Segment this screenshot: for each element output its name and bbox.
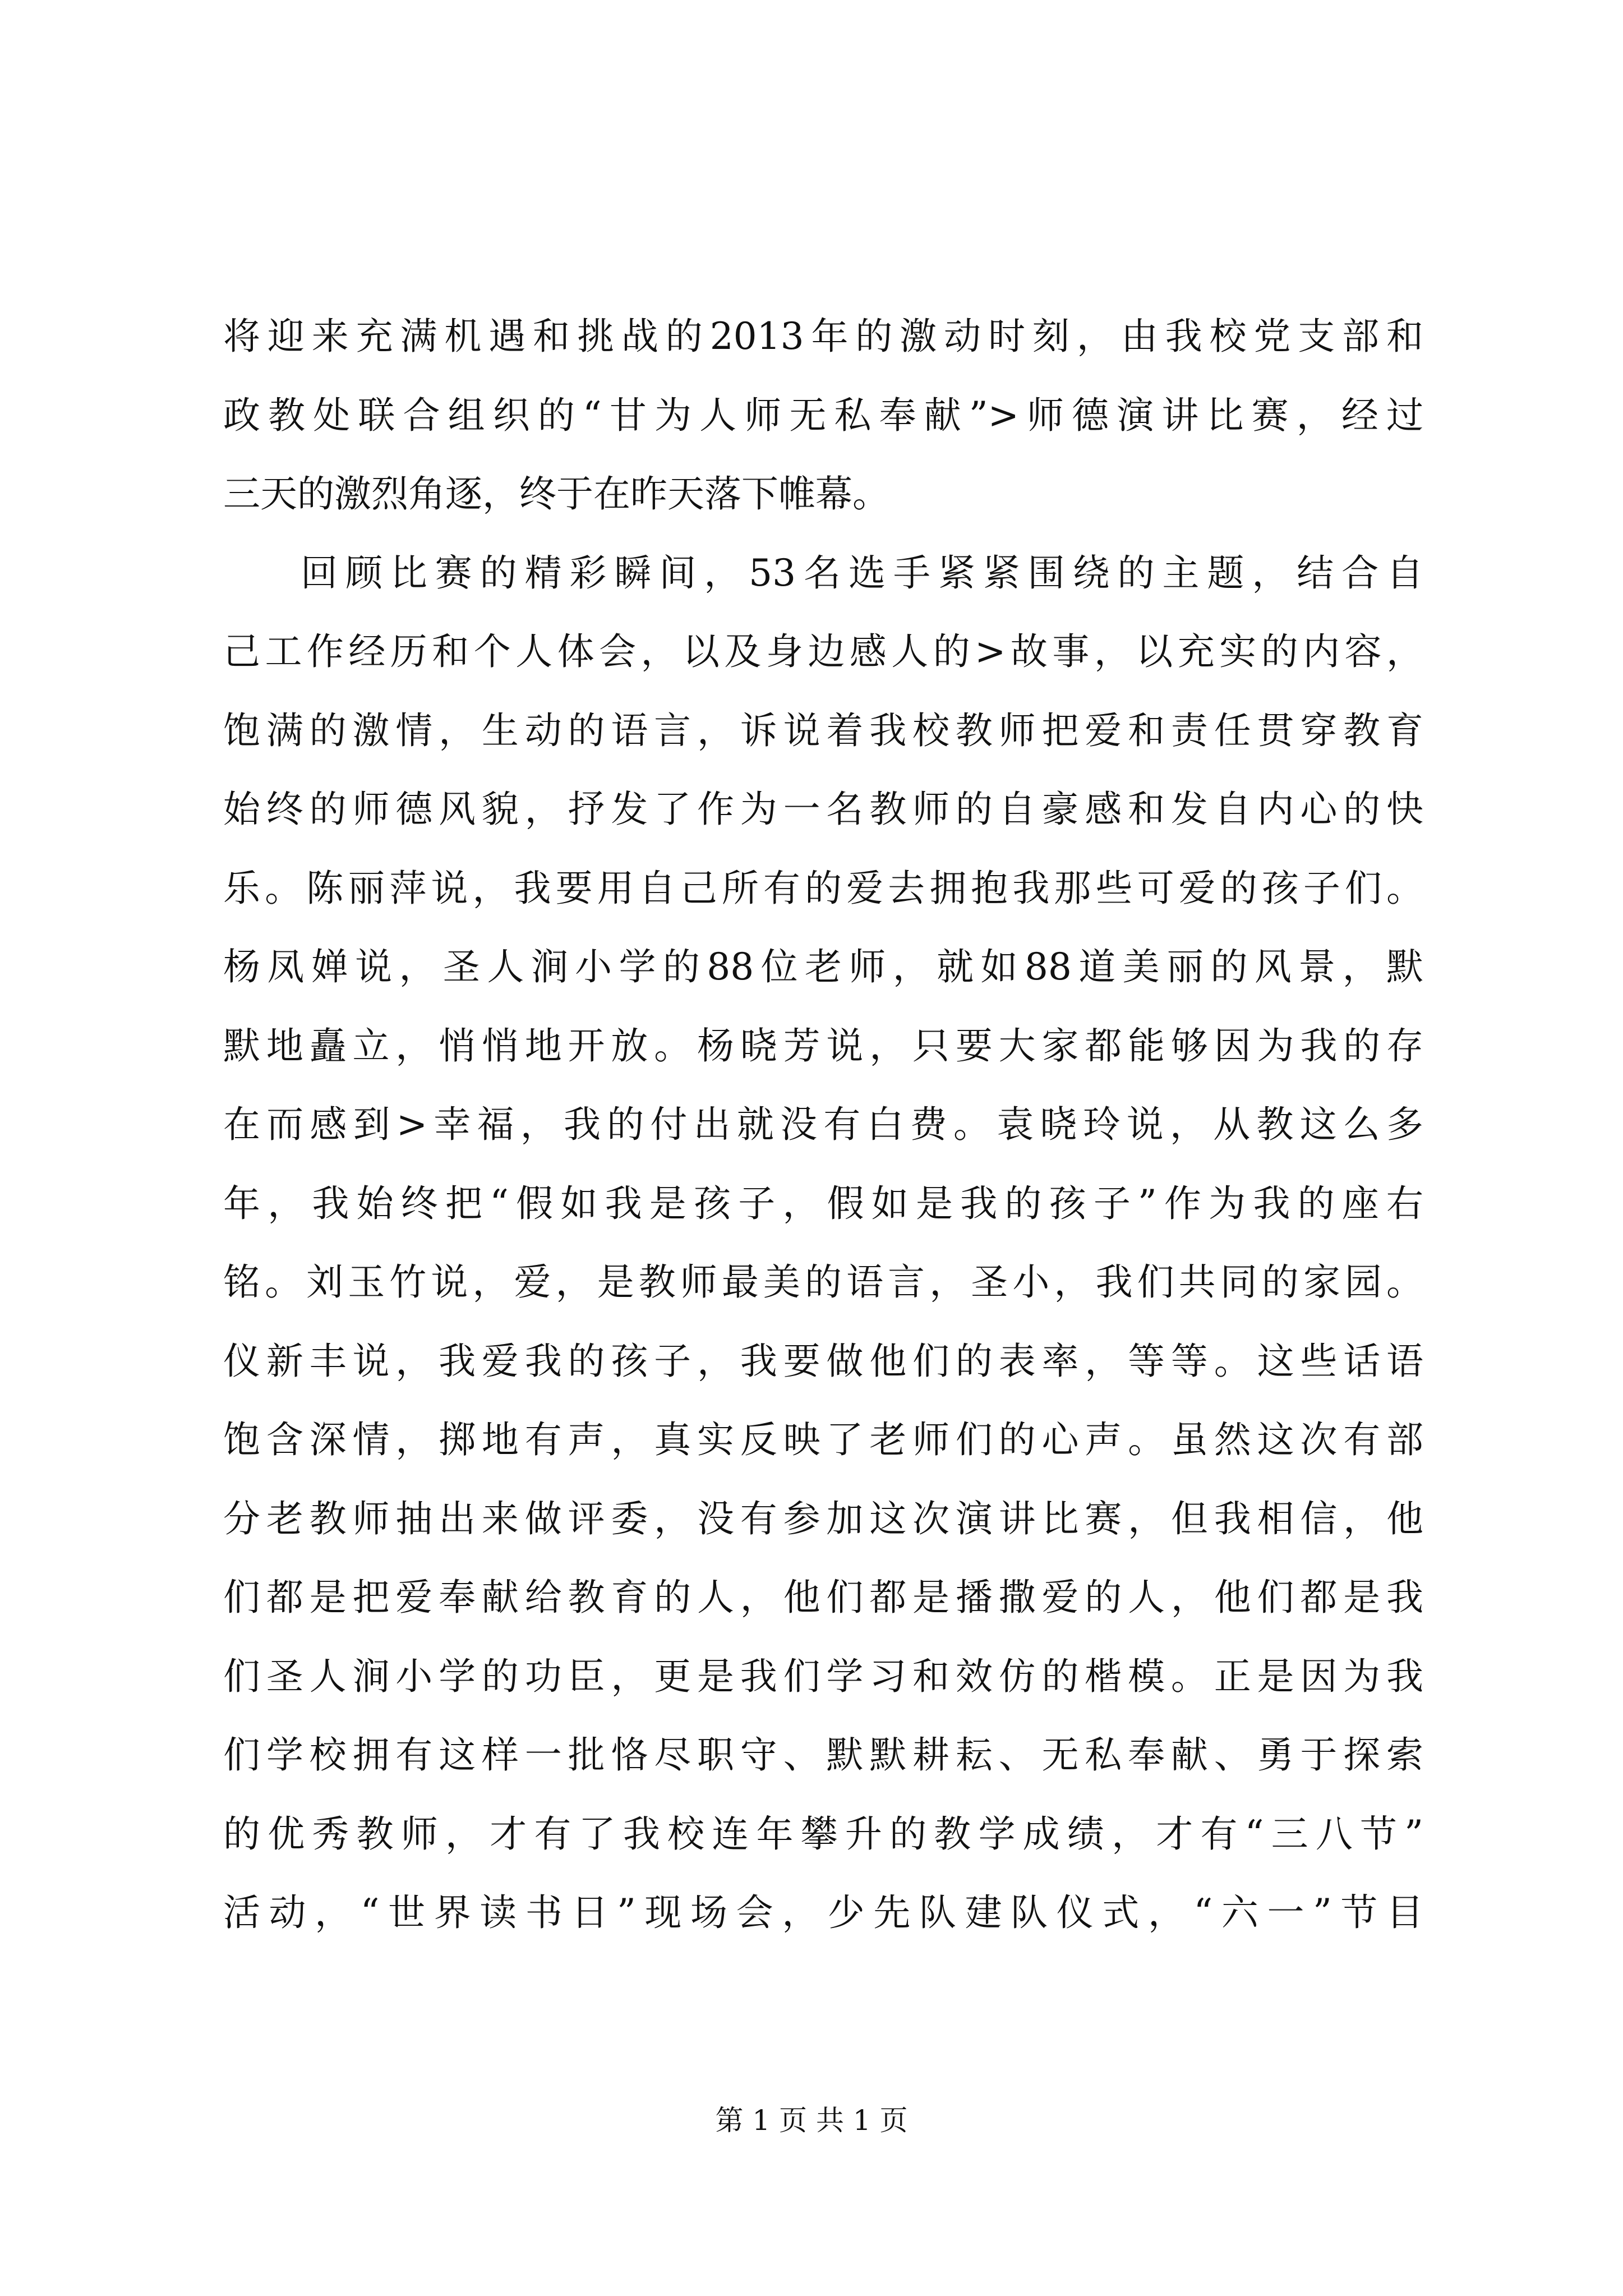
text-line: 饱满的激情，生动的语言，诉说着我校教师把爱和责任贯穿教育 [223, 708, 1423, 752]
paragraph-2 [223, 534, 1423, 1953]
text-line: 回顾比赛的精彩瞬间，53名选手紧紧围绕的主题，结合自 [301, 551, 1423, 595]
text-line: 饱含深情，掷地有声，真实反映了老师们的心声。虽然这次有部 [223, 1418, 1423, 1461]
text-line: 们圣人涧小学的功臣，更是我们学习和效仿的楷模。正是因为我 [223, 1654, 1423, 1698]
text-line: 的优秀教师，才有了我校连年攀升的教学成绩，才有“三八节” [223, 1812, 1423, 1856]
text-line: 将迎来充满机遇和挑战的2013年的激动时刻，由我校党支部和 [223, 315, 1423, 358]
text-line: 三天的激烈角逐，终于在昨天落下帷幕。 [223, 472, 889, 516]
text-line: 杨凤婵说，圣人涧小学的88位老师，就如88道美丽的风景，默 [223, 945, 1423, 988]
text-line: 政教处联合组织的“甘为人师无私奉献”>师德演讲比赛，经过 [223, 393, 1423, 437]
text-line: 铭。刘玉竹说，爱，是教师最美的语言，圣小，我们共同的家园。 [223, 1260, 1423, 1304]
page-number-footer: 第 1 页 共 1 页 [715, 2104, 908, 2137]
text-line: 分老教师抽出来做评委，没有参加这次演讲比赛，但我相信，他 [223, 1497, 1423, 1540]
text-line: 们学校拥有这样一批恪尽职守、默默耕耘、无私奉献、勇于探索 [223, 1733, 1423, 1777]
text-line: 仪新丰说，我爱我的孩子，我要做他们的表率，等等。这些话语 [223, 1339, 1423, 1383]
text-line: 在而感到>幸福，我的付出就没有白费。袁晓玲说，从教这么多 [223, 1103, 1423, 1146]
text-line: 默地矗立，悄悄地开放。杨晓芳说，只要大家都能够因为我的存 [223, 1024, 1423, 1068]
text-line: 们都是把爱奉献给教育的人，他们都是播撒爱的人，他们都是我 [223, 1576, 1423, 1619]
body-text [223, 297, 1423, 1953]
text-line: 年，我始终把“假如我是孩子，假如是我的孩子”作为我的座右 [223, 1181, 1423, 1225]
text-line: 活动，“世界读书日”现场会，少先队建队仪式，“六一”节目 [223, 1891, 1423, 1934]
text-line: 始终的师德风貌，抒发了作为一名教师的自豪感和发自内心的快 [223, 788, 1423, 831]
text-line: 乐。陈丽萍说，我要用自己所有的爱去拥抱我那些可爱的孩子们。 [223, 866, 1423, 910]
text-line: 己工作经历和个人体会，以及身边感人的>故事，以充实的内容， [223, 630, 1423, 673]
paragraph-1 [223, 297, 1423, 534]
